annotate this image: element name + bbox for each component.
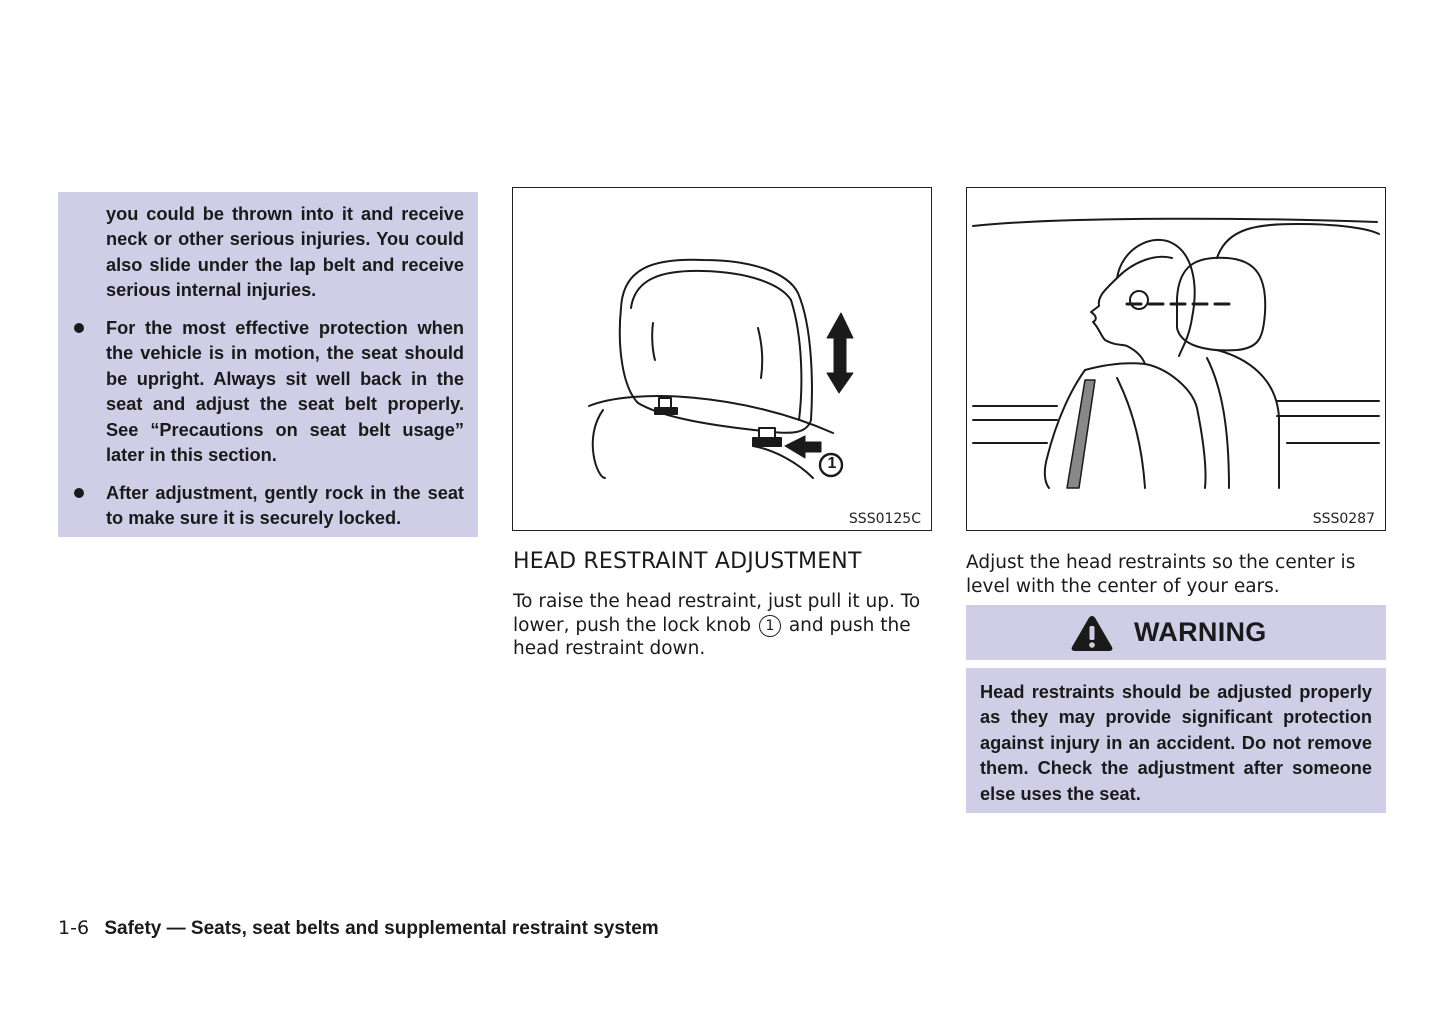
warning-title: WARNING: [1134, 617, 1267, 647]
lock-knob-callout: 1: [827, 455, 837, 472]
driver-position-figure: [966, 187, 1386, 531]
instructions-part2: and push the head restraint down.: [513, 614, 911, 659]
warning-text: Head restraints should be adjusted properly as they may provide significant protection against injury in an accident. Do not remove them. Check the adjustment after someone else uses the seat.: [980, 682, 1372, 804]
warning-continuation-box: [58, 192, 478, 537]
page-footer: [58, 917, 659, 940]
driver-head-restraint-illustration: [967, 188, 1385, 530]
warning-body-box: [966, 668, 1386, 813]
figure-code: SSS0125C: [848, 511, 921, 527]
warning-continuation-text: you could be thrown into it and receive neck or other serious injuries. You could also slide under the lap belt and receive serious internal injuries.: [106, 204, 464, 301]
instructions-part1: To raise the head restraint, just pull it up. To lower, push the lock knob: [513, 591, 921, 636]
figure-code: SSS0287: [1312, 511, 1375, 527]
section-heading: HEAD RESTRAINT ADJUSTMENT: [513, 549, 862, 574]
adjust-level-paragraph: Adjust the head restraints so the center is level with the center of your ears.: [966, 552, 1356, 597]
bullet-upright-seat: For the most effective protection when the vehicle is in motion, the seat should be upright. Always sit well back in the seat and adjust the seat belt properly. See “Precautions on seat belt usage” later in this section.: [106, 318, 464, 466]
bullet-dot-icon: [74, 488, 84, 498]
bullet-dot-icon: [74, 323, 84, 333]
chapter-title: Safety — Seats, seat belts and supplemental restraint system: [104, 918, 659, 939]
bullet-rock-seat: After adjustment, gently rock in the seat to make sure it is securely locked.: [106, 483, 464, 529]
warning-triangle-icon: [1070, 614, 1114, 652]
lock-knob-reference: 1: [759, 615, 781, 637]
page-number: 1-6: [58, 917, 90, 939]
head-restraint-instructions: [513, 590, 938, 661]
warning-header: [966, 605, 1386, 660]
head-restraint-figure: [512, 187, 932, 531]
head-restraint-illustration: [513, 188, 931, 530]
